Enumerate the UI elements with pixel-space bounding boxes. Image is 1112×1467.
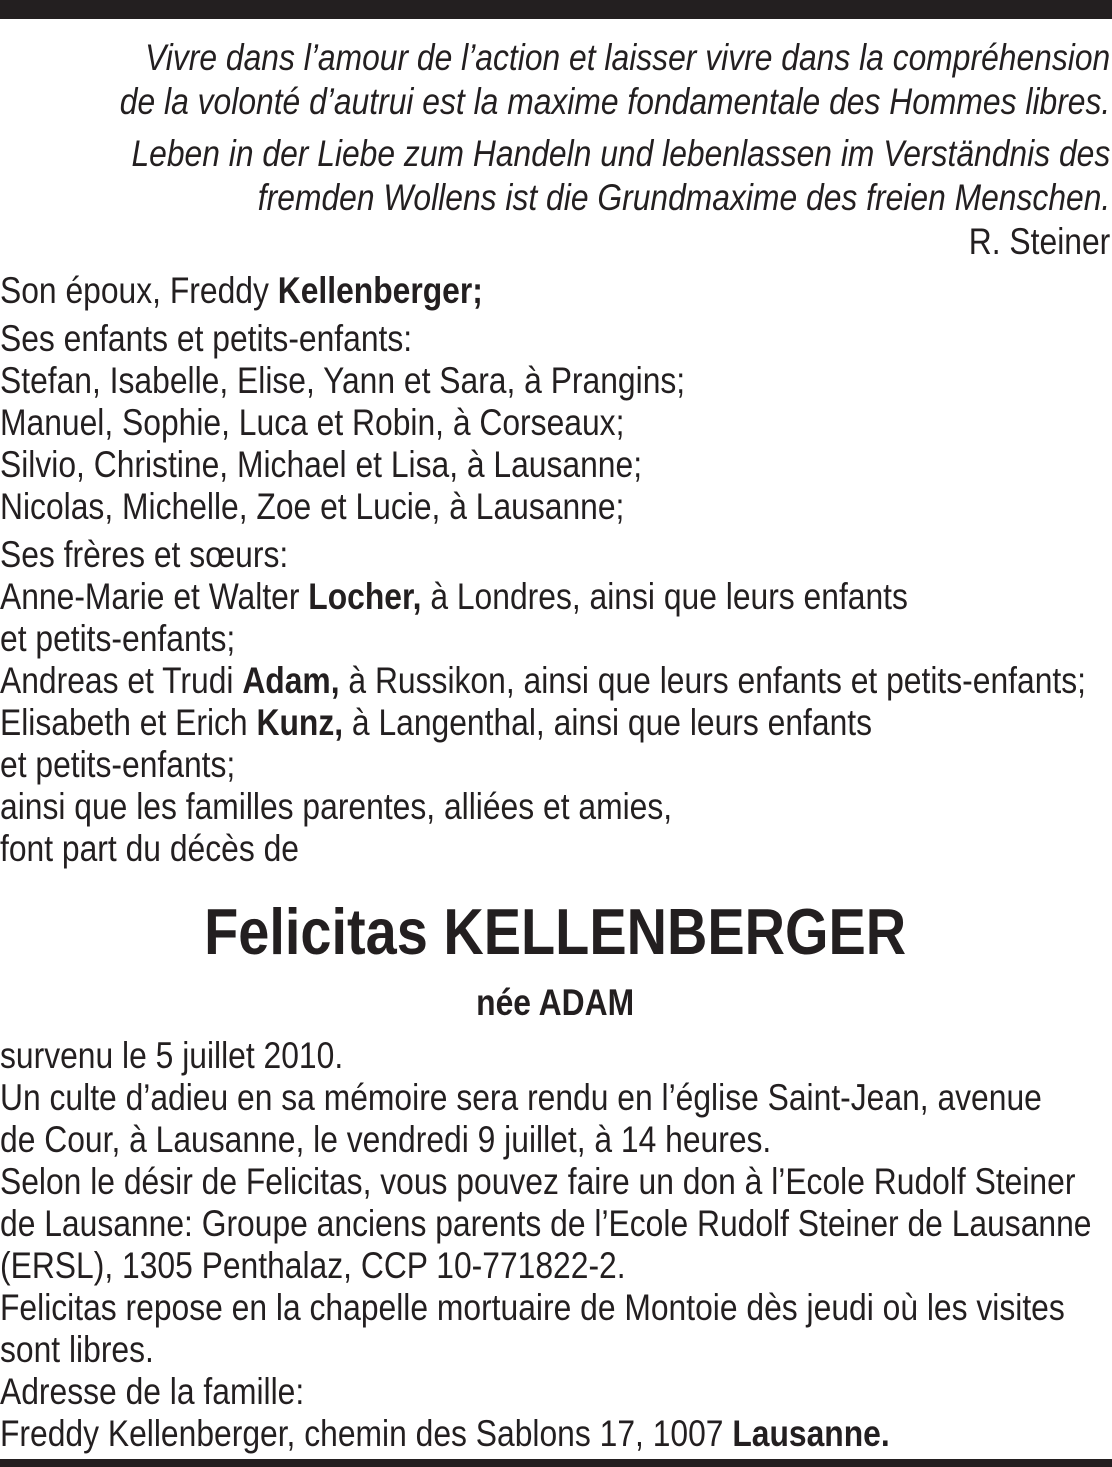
sibling-names: Anne-Marie et Walter: [0, 576, 309, 617]
relatives-line: ainsi que les familles parentes, alliées et amies,: [0, 786, 673, 827]
address-line: [0, 1413, 1110, 1455]
sibling-line-continued: et petits-enfants;: [0, 618, 236, 659]
epigraph-line: Leben in der Liebe zum Handeln und lebenlassen im Verständnis des: [131, 133, 1111, 174]
sibling-surname: Locher,: [308, 576, 422, 617]
address-label: Adresse de la famille:: [0, 1371, 305, 1412]
sibling-line: [0, 576, 1110, 618]
donation-line: (ERSL), 1305 Penthalaz, CCP 10-771822-2.: [0, 1245, 626, 1286]
notice-body: [0, 36, 1110, 1455]
sibling-line: [0, 660, 1110, 702]
epigraph-french: [0, 36, 1110, 124]
sibling-line: [0, 702, 1110, 744]
donation-line: de Lausanne: Groupe anciens parents de l’Ecole Rudolf Steiner de Lausanne: [0, 1203, 1092, 1244]
spouse-prefix: Son époux, Freddy: [0, 270, 278, 311]
children-item: Manuel, Sophie, Luca et Robin, à Corseaux;: [0, 402, 625, 443]
sibling-rest: à Russikon, ainsi que leurs enfants et petits-enfants;: [339, 660, 1086, 701]
children-item: Stefan, Isabelle, Elise, Yann et Sara, à Prangins;: [0, 360, 686, 401]
viewing-line: Felicitas repose en la chapelle mortuaire de Montoie dès jeudi où les visites: [0, 1287, 1065, 1328]
sibling-line-continued: et petits-enfants;: [0, 744, 236, 785]
sibling-names: Andreas et Trudi: [0, 660, 243, 701]
sibling-surname: Adam,: [242, 660, 340, 701]
announcement-line: font part du décès de: [0, 828, 299, 869]
sibling-names: Elisabeth et Erich: [0, 702, 257, 743]
deceased-name: Felicitas KELLENBERGER: [204, 895, 907, 968]
children-item: Nicolas, Michelle, Zoe et Lucie, à Lausanne;: [0, 486, 625, 527]
sibling-surname: Kunz,: [256, 702, 344, 743]
epigraph-line: de la volonté d’autrui est la maxime fondamentale des Hommes libres.: [119, 81, 1111, 122]
spouse-line: [0, 270, 1110, 312]
spouse-surname: Kellenberger;: [277, 270, 483, 311]
epigraph-german: [0, 132, 1110, 220]
address-city: Lausanne.: [732, 1413, 890, 1454]
sibling-rest: à Langenthal, ainsi que leurs enfants: [343, 702, 873, 743]
top-rule: [0, 0, 1112, 19]
bottom-rule: [0, 1459, 1112, 1467]
donation-line: Selon le désir de Felicitas, vous pouvez faire un don à l’Ecole Rudolf Steiner: [0, 1161, 1076, 1202]
children-item: Silvio, Christine, Michael et Lisa, à Lausanne;: [0, 444, 643, 485]
maiden-name: née ADAM: [476, 982, 635, 1023]
obituary-notice: [0, 36, 1111, 1455]
viewing-line: sont libres.: [0, 1329, 154, 1370]
children-heading: Ses enfants et petits-enfants:: [0, 318, 413, 359]
address-text: Freddy Kellenberger, chemin des Sablons 17, 1007: [0, 1413, 733, 1454]
service-line: de Cour, à Lausanne, le vendredi 9 juillet, à 14 heures.: [0, 1119, 772, 1160]
epigraph-line: Vivre dans l’amour de l’action et laisser vivre dans la compréhension: [145, 37, 1111, 78]
epigraph-line: fremden Wollens ist die Grundmaxime des freien Menschen.: [257, 177, 1111, 218]
siblings-heading: Ses frères et sœurs:: [0, 534, 289, 575]
sibling-rest: à Londres, ainsi que leurs enfants: [421, 576, 908, 617]
epigraph-author: R. Steiner: [968, 221, 1111, 262]
service-line: Un culte d’adieu en sa mémoire sera rendu en l’église Saint-Jean, avenue: [0, 1077, 1042, 1118]
death-date: survenu le 5 juillet 2010.: [0, 1035, 344, 1076]
